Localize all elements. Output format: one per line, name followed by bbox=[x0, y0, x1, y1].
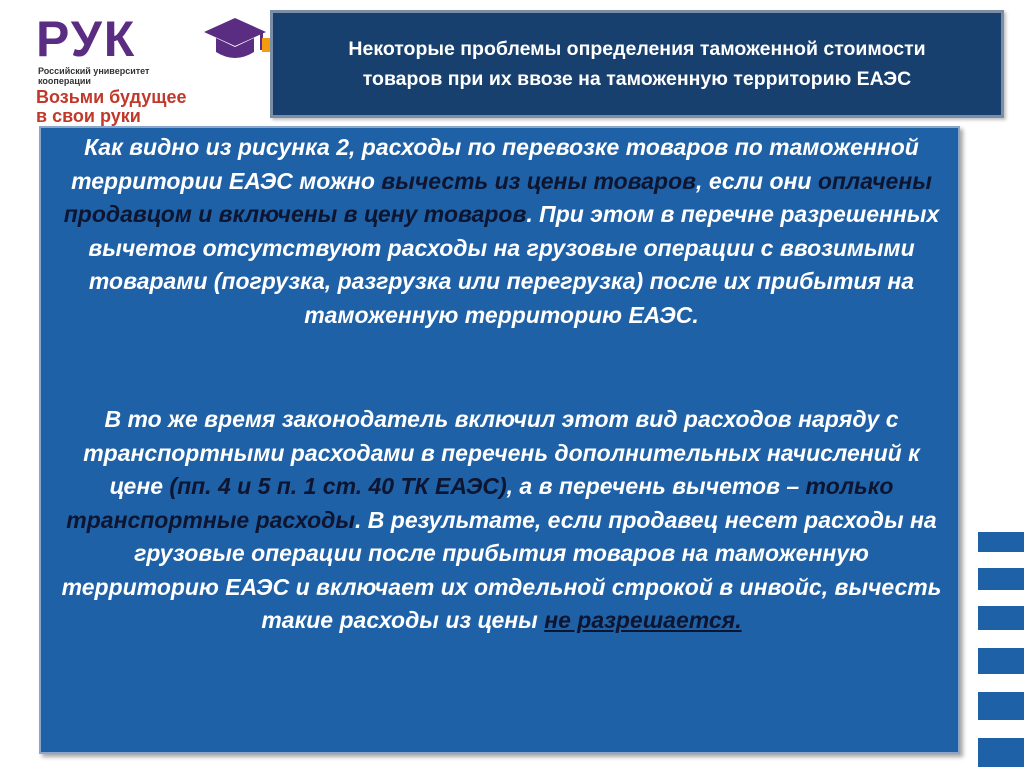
p1-text-a: Как видно из рисунка 2, расходы по перевозке товаров по таможенной территории ЕАЭС можно bbox=[71, 134, 919, 194]
p1-highlight-b: оплачены продавцом и включены в цену товаров bbox=[63, 167, 932, 227]
graduation-cap-icon bbox=[202, 14, 268, 64]
logo-subtitle-line1: Российский университет bbox=[38, 66, 150, 76]
p2-highlight-b: только транспортные расходы bbox=[66, 473, 894, 533]
stripe bbox=[978, 568, 1024, 590]
logo-accent bbox=[262, 38, 270, 52]
p2-highlight-c: не разрешается. bbox=[544, 607, 742, 633]
title-banner bbox=[270, 10, 1004, 118]
stripe bbox=[978, 648, 1024, 674]
p2-text-a: В то же время законодатель включил этот вид расходов наряду с транспортными расходами в перечень дополнительных начислений к цене bbox=[83, 406, 920, 499]
stripe bbox=[978, 606, 1024, 630]
stripe bbox=[978, 532, 1024, 552]
logo-slogan bbox=[36, 88, 186, 126]
logo-slogan-line1: Возьми будущее bbox=[36, 87, 187, 107]
page-title: Некоторые проблемы определения таможенной стоимости товаров при их ввозе на таможенную территорию ЕАЭС bbox=[348, 38, 926, 90]
p2-highlight-a: (пп. 4 и 5 п. 1 ст. 40 ТК ЕАЭС) bbox=[169, 473, 507, 499]
logo-brand: РУК bbox=[36, 11, 137, 67]
p2-text-b: , а в перечень вычетов – bbox=[506, 473, 806, 499]
logo-subtitle bbox=[38, 66, 149, 86]
stripe bbox=[978, 738, 1024, 767]
p1-text-b: , если они bbox=[696, 167, 818, 194]
stripe bbox=[978, 692, 1024, 720]
paragraph-1 bbox=[59, 131, 944, 332]
logo-slogan-line2: в свои руки bbox=[36, 106, 141, 126]
p2-text-c: . В результате, если продавец несет расходы на грузовые операции после прибытия товаров на таможенную территорию ЕАЭС и включает их отдельной строкой в инвойс, вычесть такие расходы из цены bbox=[61, 506, 942, 633]
p1-text-c: . При этом в перечне разрешенных вычетов отсутствуют расходы на грузовые операции с ввозимыми товарами (погрузка, разгрузка или перегрузка) после их прибытия на таможенную территорию ЕАЭС. bbox=[88, 201, 940, 328]
content-panel bbox=[39, 126, 960, 754]
logo-subtitle-line2: кооперации bbox=[38, 76, 91, 86]
logo bbox=[30, 10, 270, 125]
p1-highlight-a: вычесть из цены товаров bbox=[381, 167, 697, 194]
decorative-stripes bbox=[978, 520, 1024, 767]
paragraph-2 bbox=[59, 403, 944, 638]
